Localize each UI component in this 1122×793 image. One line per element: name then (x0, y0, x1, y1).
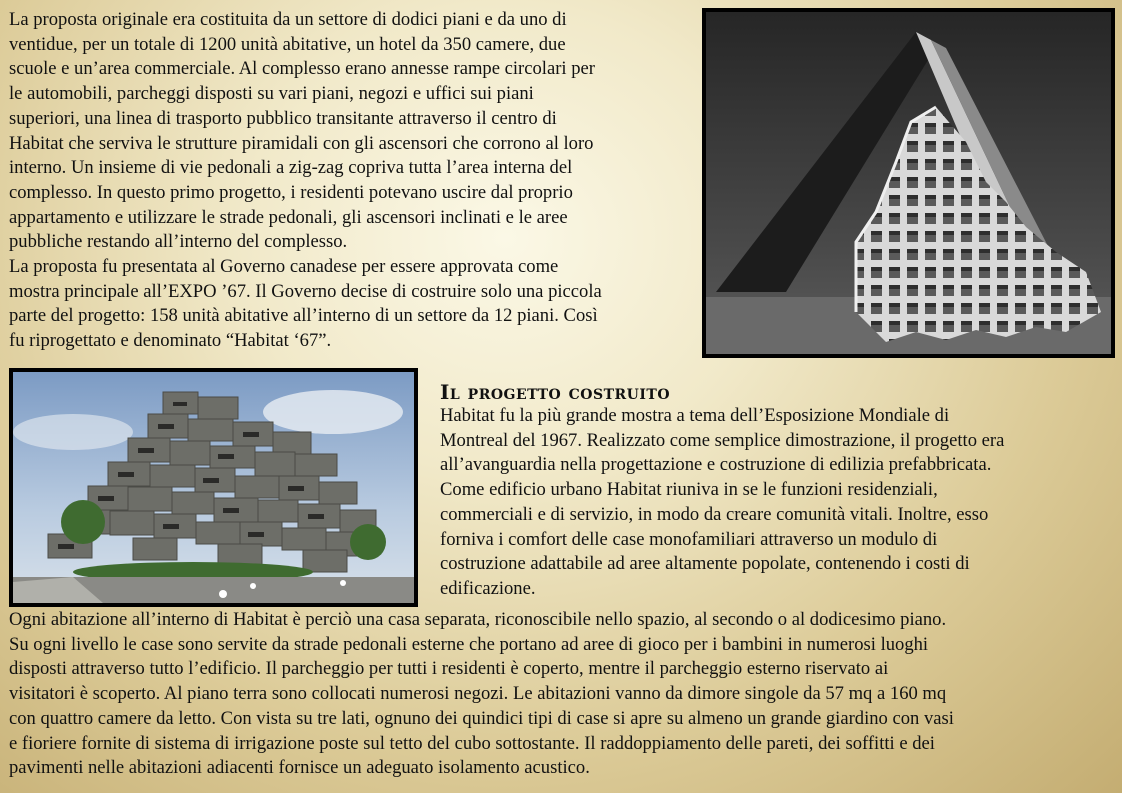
text-line: le automobili, parcheggi disposti su vari piani, negozi e uffici sui piani (9, 83, 534, 105)
text-line: all’avanguardia nella progettazione e costruzione di edilizia prefabbricata. (440, 454, 992, 476)
text-line: forniva i comfort delle case monofamiliari attraverso un modulo di (440, 528, 938, 550)
text-line: mostra principale all’EXPO ’67. Il Governo decise di costruire solo una piccola (9, 280, 602, 302)
intro-paragraph (9, 8, 691, 354)
habitat-building-image (13, 372, 414, 603)
text-line: complesso. In questo primo progetto, i residenti potevano uscire dal proprio (9, 181, 573, 203)
bottom-paragraph (9, 608, 1109, 781)
text-line: Come edificio urbano Habitat riuniva in se le funzioni residenziali, (440, 479, 938, 501)
text-line: Su ogni livello le case sono servite da strade pedonali esterne che portano ad aree di gioco per i bambini in numerosi luoghi (9, 633, 929, 655)
pyramid-model-image (706, 12, 1111, 354)
built-project-section (440, 380, 1092, 602)
text-line: visitatori è scoperto. Al piano terra sono collocati numerosi negozi. Le abitazioni vanno da dimore singole da 57 mq a 160 mq (9, 683, 947, 705)
text-line: Montreal del 1967. Realizzato come semplice dimostrazione, il progetto era (440, 429, 1005, 451)
section-heading: Il progetto costruito (440, 380, 671, 404)
text-line: scuole e un’area commerciale. Al complesso erano annesse rampe circolari per (9, 58, 595, 80)
text-line: Habitat fu la più grande mostra a tema dell’Esposizione Mondiale di (440, 405, 950, 426)
text-line: interno. Un insieme di vie pedonali a zig-zag copriva tutta l’area interna del (9, 157, 573, 179)
text-line: Ogni abitazione all’interno di Habitat è perciò una casa separata, riconoscibile nello spazio, al secondo o al dodicesimo piano. (9, 609, 947, 630)
text-line: La proposta originale era costituita da un settore di dodici piani e da uno di (9, 9, 567, 30)
text-line: La proposta fu presentata al Governo canadese per essere approvata come (9, 256, 559, 278)
text-line: appartamento e utilizzare le strade pedonali, gli ascensori inclinati e le aree (9, 206, 568, 228)
text-line: costruzione adattabile ad aree altamente popolate, contenendo i costi di (440, 553, 970, 575)
text-line: fu riprogettato e denominato “Habitat ‘67”. (9, 330, 332, 352)
text-line: edificazione. (440, 577, 536, 599)
text-line: commerciali e di servizio, in modo da creare comunità vitali. Inoltre, esso (440, 503, 989, 525)
text-line: pubbliche restando all’interno del complesso. (9, 231, 348, 253)
model-photo (702, 8, 1115, 358)
text-line: disposti attraverso tutto l’edificio. Il parcheggio per tutti i residenti è coperto, mentre il parcheggio esterno riservato ai (9, 658, 889, 680)
text-line: e fioriere fornite di sistema di irrigazione poste sul tetto del cubo sottostante. Il raddoppiamento delle pareti, dei soffitti e dei (9, 732, 935, 754)
habitat-67-photo (9, 368, 418, 607)
text-line: pavimenti nelle abitazioni adiacenti fornisce un adeguato isolamento acustico. (9, 757, 590, 779)
text-line: ventidue, per un totale di 1200 unità abitative, un hotel da 350 camere, due (9, 33, 566, 55)
text-line: Habitat che serviva le strutture piramidali con gli ascensori che corrono al loro (9, 132, 594, 154)
text-line: parte del progetto: 158 unità abitative all’interno di un settore da 12 piani. Così (9, 305, 598, 327)
text-line: superiori, una linea di trasporto pubblico transitante attraverso il centro di (9, 107, 557, 129)
text-line: con quattro camere da letto. Con vista su tre lati, ognuno dei quindici tipi di case si apre su almeno un grande giardino con vasi (9, 707, 954, 729)
